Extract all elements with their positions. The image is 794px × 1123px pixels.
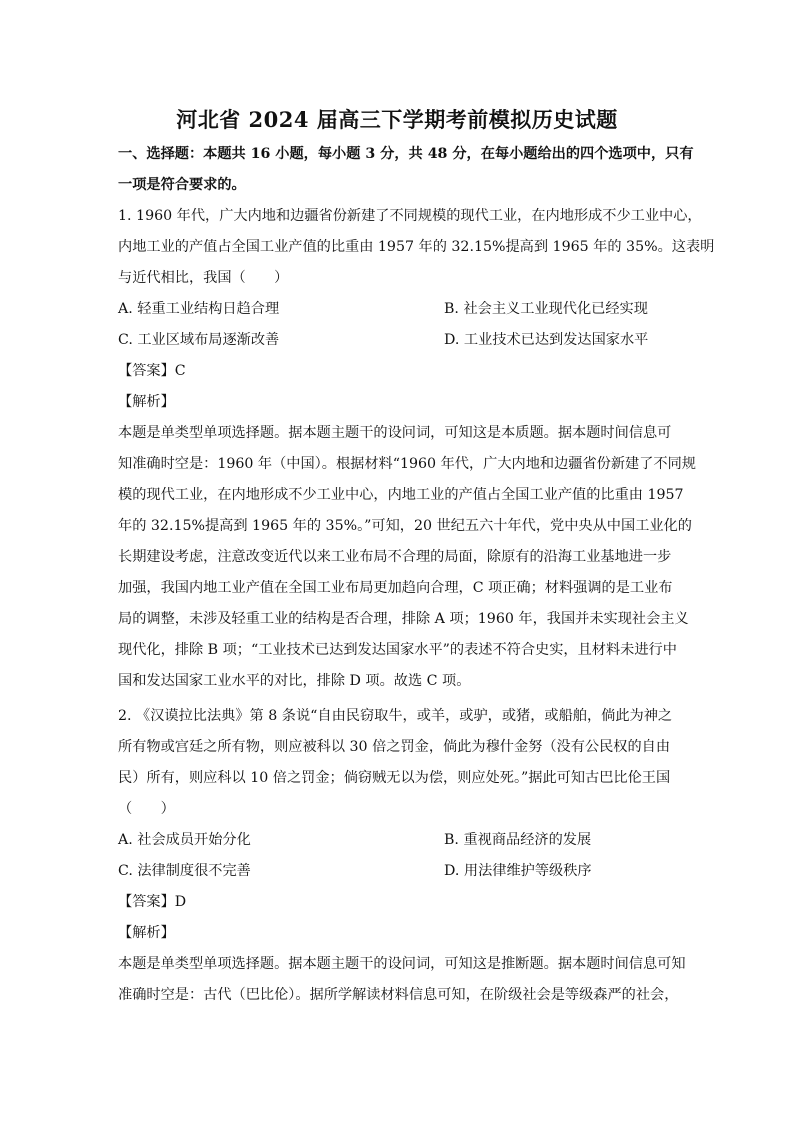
q2-analysis-label: 【解析】	[118, 925, 175, 941]
section-header-line-1: 一、选择题：本题共 16 小题，每小题 3 分，共 48 分，在每小题给出的四个选项中，只有	[118, 146, 694, 162]
q2-stem-line-1: 2. 《汉谟拉比法典》第 8 条说“自由民窃取牛，或羊，或驴，或猪，或船舶，倘此为神之	[118, 708, 673, 724]
q2-answer: 【答案】D	[118, 894, 187, 910]
page-title: 河北省 2024 届高三下学期考前模拟历史试题	[176, 107, 618, 132]
q2-option-c: C. 法律制度很不完善	[118, 863, 251, 879]
q1-stem-line-1: 1. 1960 年代，广大内地和边疆省份新建了不同规模的现代工业，在内地形成不少工业中心，	[118, 208, 702, 224]
q1-stem-line-2: 内地工业的产值占全国工业产值的比重由 1957 年的 32.15%提高到 1965 年的 35%。这表明	[118, 239, 715, 255]
q1-analysis-line-9: 国和发达国家工业水平的对比，排除 D 项。故选 C 项。	[118, 673, 471, 689]
q1-answer: 【答案】C	[118, 363, 186, 379]
q2-analysis-line-1: 本题是单类型单项选择题。据本题主题干的设问词，可知这是推断题。据本题时间信息可知	[118, 956, 686, 972]
q1-analysis-line-6: 加强，我国内地工业产值在全国工业布局更加趋向合理，C 项正确；材料强调的是工业布	[118, 580, 673, 596]
q1-analysis-line-1: 本题是单类型单项选择题。据本题主题干的设问词，可知这是本质题。据本题时间信息可	[118, 425, 672, 441]
q1-option-a: A. 轻重工业结构日趋合理	[118, 301, 280, 317]
q1-stem-line-3: 与近代相比，我国（ ）	[118, 270, 289, 286]
q1-option-b: B. 社会主义工业现代化已经实现	[444, 301, 648, 317]
q2-stem-line-4: （ ）	[118, 801, 175, 817]
q1-analysis-line-2: 知准确时空是：1960 年（中国）。根据材料“1960 年代，广大内地和边疆省份新建了不同规	[118, 456, 696, 472]
q1-analysis-label: 【解析】	[118, 394, 175, 410]
q1-analysis-line-8: 现代化，排除 B 项；“工业技术已达到发达国家水平”的表述不符合史实，且材料未进行中	[118, 642, 677, 658]
q2-stem-line-3: 民）所有，则应科以 10 倍之罚金；倘窃贼无以为偿，则应处死。”据此可知古巴比伦王国	[118, 770, 671, 786]
q1-analysis-line-4: 年的 32.15%提高到 1965 年的 35%。”可知，20 世纪五六十年代，党中央从中国工业化的	[118, 518, 692, 534]
q2-option-b: B. 重视商品经济的发展	[444, 832, 592, 848]
q2-option-a: A. 社会成员开始分化	[118, 832, 251, 848]
q2-analysis-line-2: 准确时空是：古代（巴比伦）。据所学解读材料信息可知，在阶级社会是等级森严的社会，	[118, 987, 679, 1003]
q1-analysis-line-5: 长期建设考虑，注意改变近代以来工业布局不合理的局面，除原有的沿海工业基地进一步	[118, 549, 672, 565]
q2-stem-line-2: 所有物或宫廷之所有物，则应被科以 30 倍之罚金，倘此为穆什金努（没有公民权的自由	[118, 739, 671, 755]
q2-option-d: D. 用法律维护等级秩序	[444, 863, 592, 879]
q1-option-c: C. 工业区域布局逐渐改善	[118, 332, 280, 348]
q1-option-d: D. 工业技术已达到发达国家水平	[444, 332, 649, 348]
section-header-line-2: 一项是符合要求的。	[118, 177, 246, 193]
q1-analysis-line-7: 局的调整，未涉及轻重工业的结构是否合理，排除 A 项；1960 年，我国并未实现社会主义	[118, 611, 689, 627]
q1-analysis-line-3: 模的现代工业，在内地形成不少工业中心，内地工业的产值占全国工业产值的比重由 1957	[118, 487, 684, 503]
